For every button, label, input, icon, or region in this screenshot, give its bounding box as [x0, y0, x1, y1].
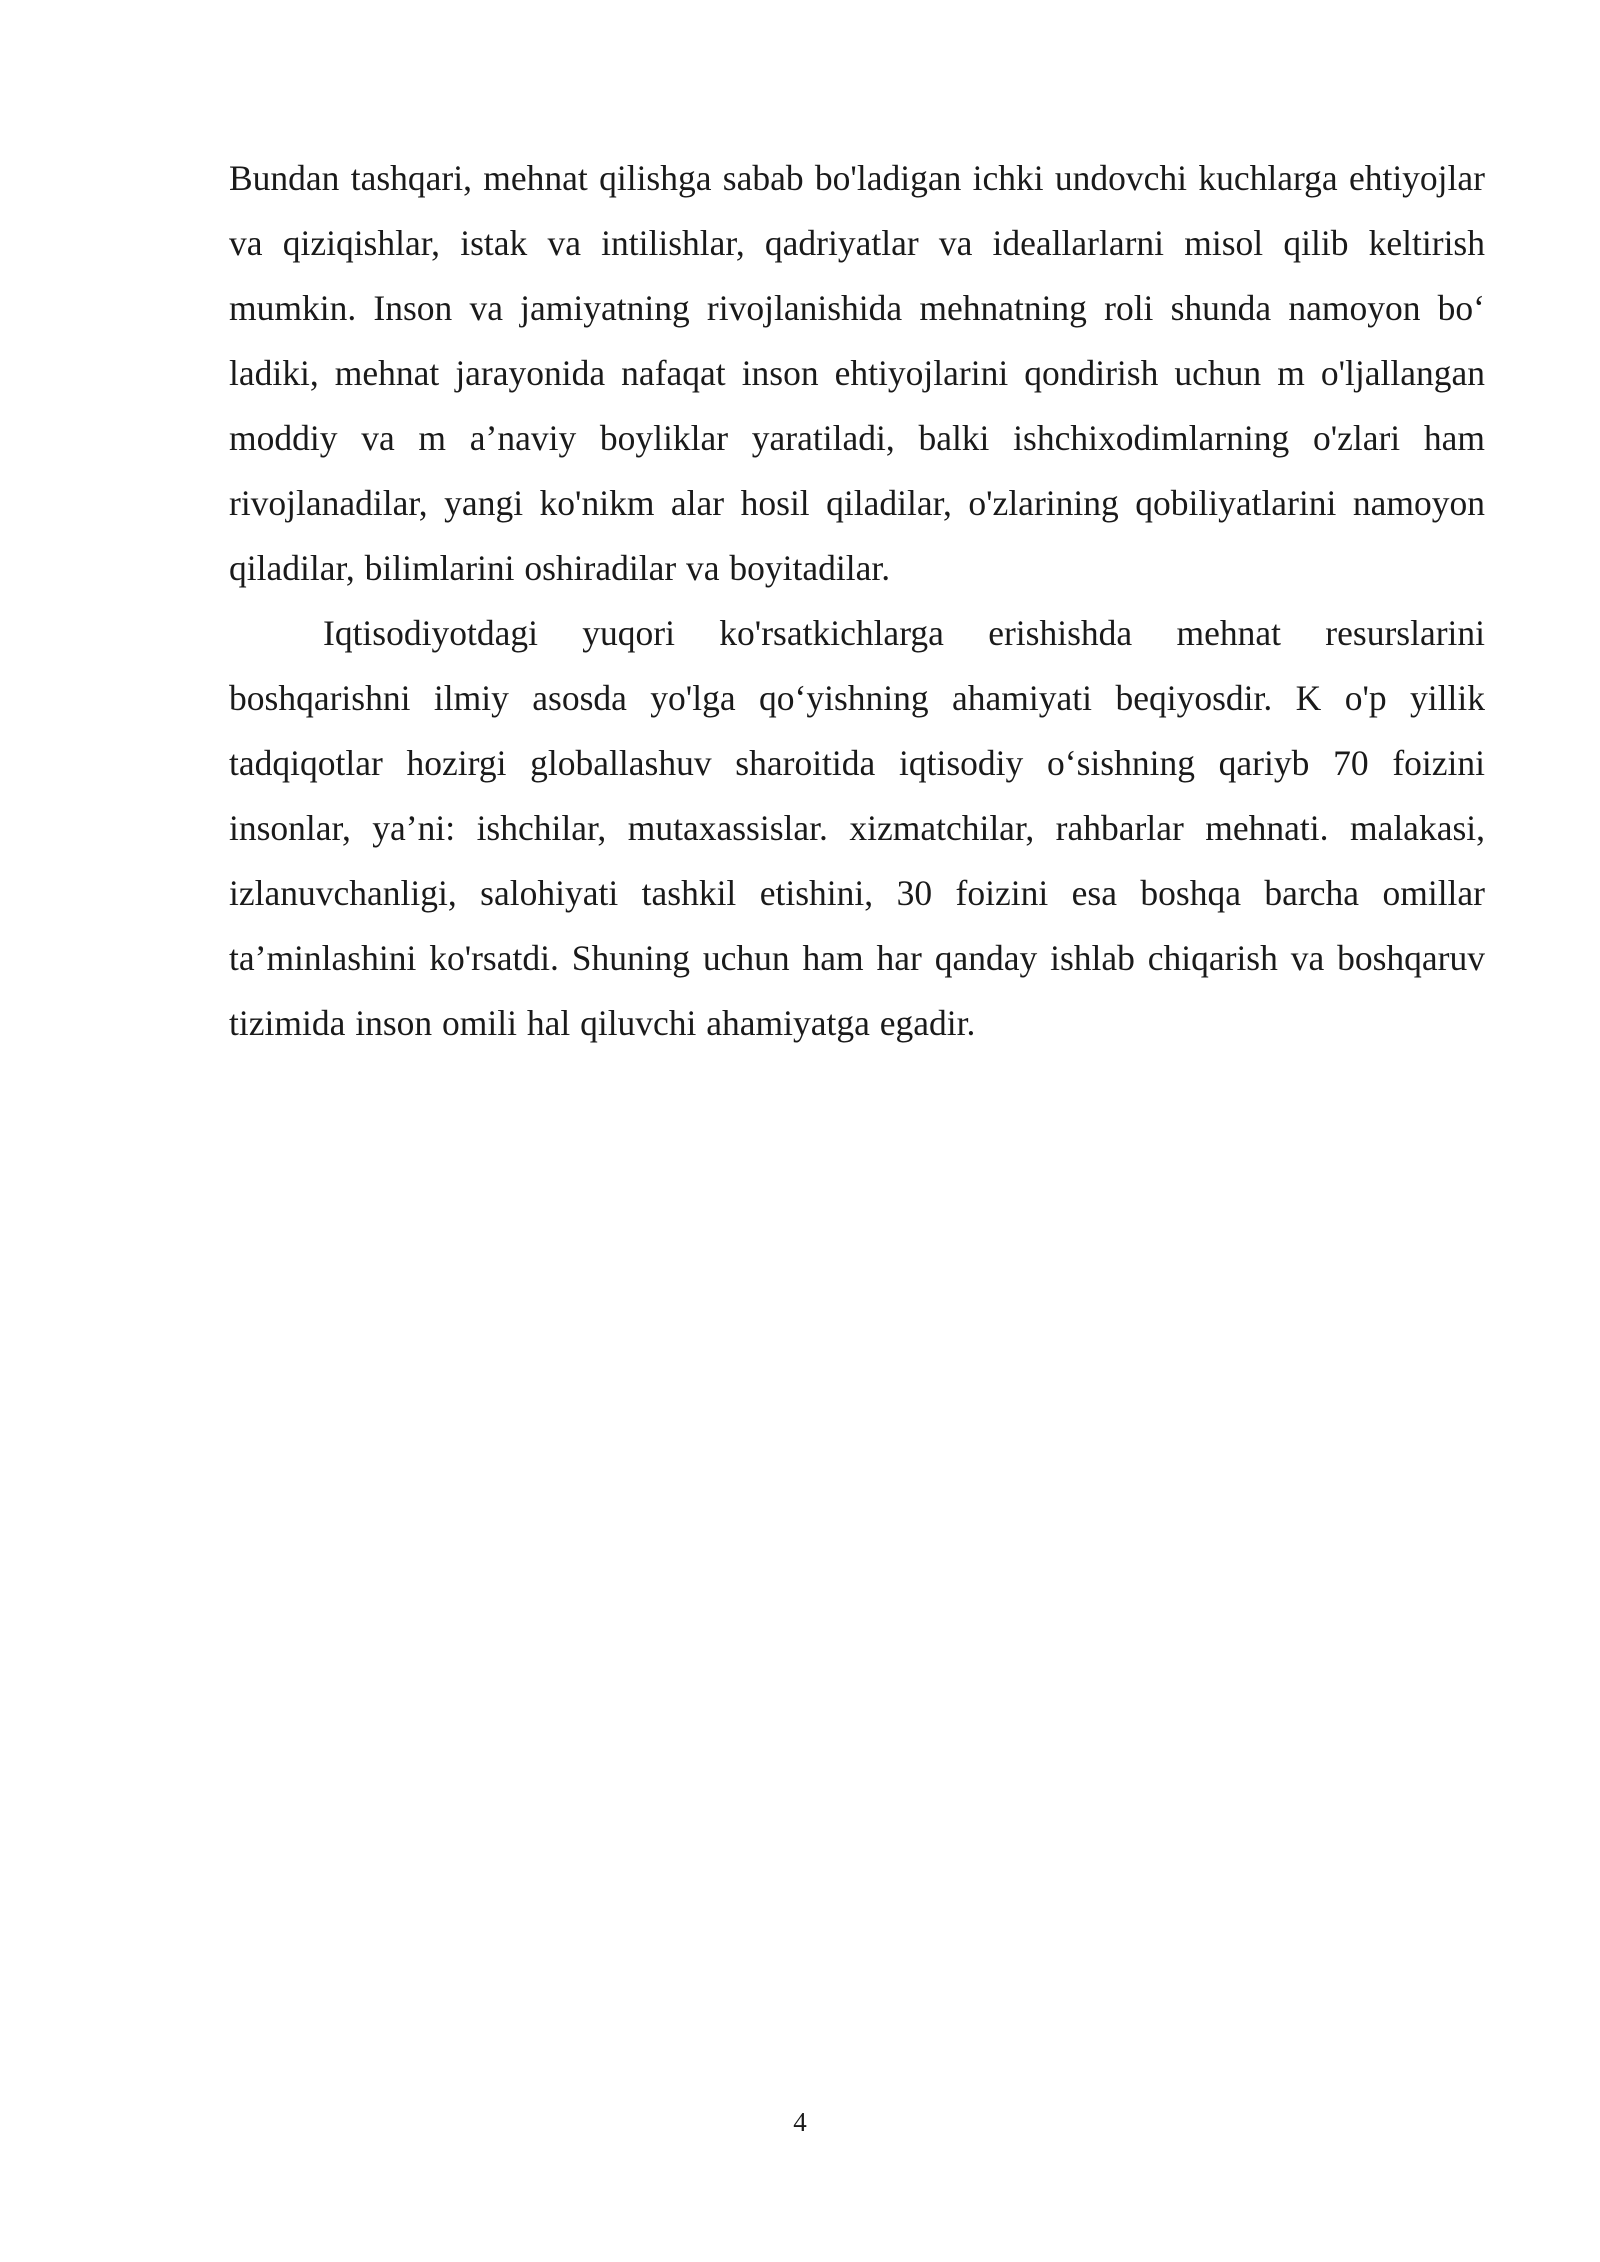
page-number: 4 — [793, 2107, 807, 2137]
paragraph-labor-motives: Bundan tashqari, mehnat qilishga sabab bo'ladigan ichki undovchi kuchlarga ehtiyojlar va qiziqishlar, istak va intilishlar, qadriyatlar va ideallarlarni misol qilib keltirish mumkin. Inson va jamiyatning rivojlanishida mehnatning roli shunda namoyon bo‘ ladiki, mehnat jarayonida nafaqat inson ehtiyojlarini qondirish uchun m o'ljallangan moddiy va m a’naviy boyliklar yaratiladi, balki ishchixodimlarning o'zlari ham rivojlanadilar, yangi ko'nikm alar hosil qiladilar, o'zlarining qobiliyatlarini namoyon qiladilar, bilimlarini oshiradilar va boyitadilar. — [229, 158, 1485, 588]
paragraph-human-resources: Iqtisodiyotdagi yuqori ko'rsatkichlarga erishishda mehnat resurslarini boshqarishni ilmiy asosda yo'lga qo‘yishning ahamiyati beqiyosdir. K o'p yillik tadqiqotlar hozirgi globallashuv sharoitida iqtisodiy o‘sishning qariyb 70 foizini insonlar, ya’ni: ishchilar, mutaxassislar. xizmatchilar, rahbarlar mehnati. malakasi, izlanuvchanligi, salohiyati tashkil etishini, 30 foizini esa boshqa barcha omillar ta’minlashini ko'rsatdi. Shuning uchun ham har qanday ishlab chiqarish va boshqaruv tizimida inson omili hal qiluvchi ahamiyatga egadir. — [229, 613, 1485, 1043]
body-text — [229, 146, 1485, 1056]
